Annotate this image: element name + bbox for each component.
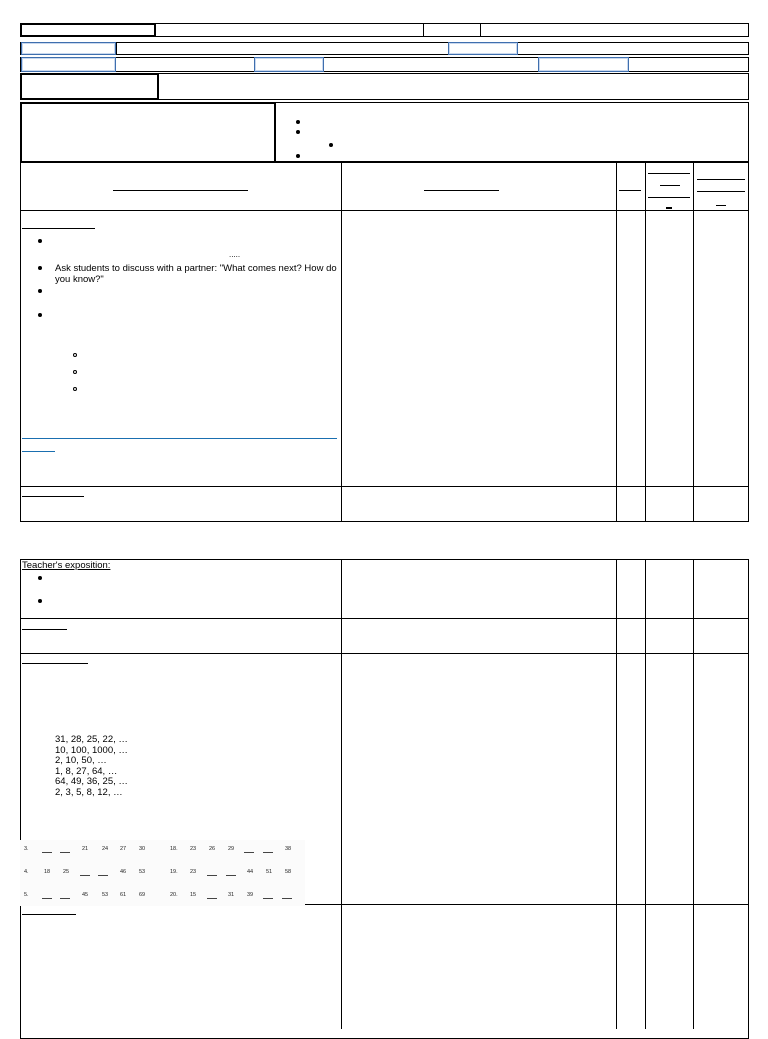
section-heading-underline [22,663,88,664]
sequence-1: 31, 28, 25, 22, … [55,734,128,745]
bullet-icon [296,130,300,134]
ws-value: 39 [247,892,254,898]
bullet-icon [296,120,300,124]
ws-value: 44 [247,869,254,875]
ws-value: 38 [285,846,292,852]
column-heading-4 [660,185,680,186]
column-heading-2 [424,190,499,191]
ws-blank [80,875,90,876]
ws-blank [60,898,70,899]
bullet-icon [38,289,42,293]
table-header-divider [20,210,749,211]
objectives-label-box [20,102,276,163]
header-title-box [20,73,159,100]
ws-blank [282,898,292,899]
sub-bullet-icon [73,387,77,391]
column-heading-5 [697,179,745,180]
section-heading-underline [22,228,95,229]
ws-number: 4. [24,869,29,875]
ws-value: 27 [120,846,127,852]
worksheet-excerpt [20,840,305,906]
bullet-icon [38,576,42,580]
header-field-2b[interactable] [448,42,518,55]
table-row-divider [20,486,749,487]
section-heading-underline [22,496,84,497]
bullet-icon [329,143,333,147]
ws-value: 29 [228,846,235,852]
lesson-table-1 [20,162,749,522]
ws-number: 3. [24,846,29,852]
header-divider [116,42,117,55]
column-heading-3 [619,190,641,191]
column-divider [693,162,694,522]
column-divider [341,559,342,1029]
ws-value: 15 [190,892,197,898]
sequence-6: 2, 3, 5, 8, 12, … [55,786,123,798]
column-heading-1 [113,190,248,191]
lesson-table-2 [20,559,749,1039]
column-heading-4 [648,173,690,174]
sequence-3: 2, 10, 50, … [55,755,107,766]
header-divider [480,23,481,37]
header-divider [423,23,424,37]
column-heading-4-mark [666,207,672,209]
column-heading-5 [697,191,745,192]
ws-blank [244,852,254,853]
column-divider [341,162,342,522]
ws-value: 31 [228,892,235,898]
header-field-3b[interactable] [254,57,324,72]
sub-bullet-icon [73,370,77,374]
ws-value: 23 [190,869,197,875]
ws-number: 19. [170,869,178,875]
column-heading-5 [716,205,726,206]
ws-value: 18 [44,869,51,875]
resource-link[interactable] [22,438,337,439]
sequence-2: 10, 100, 1000, … [55,744,128,756]
ws-number: 5. [24,892,29,898]
header-field-2a[interactable] [21,42,116,55]
ws-blank [42,852,52,853]
bullet-icon [38,239,42,243]
column-divider [616,162,617,522]
table-row-divider [303,904,749,905]
ws-value: 24 [102,846,109,852]
ws-value: 26 [209,846,216,852]
ws-blank [207,898,217,899]
ws-value: 45 [82,892,89,898]
ws-value: 30 [139,846,146,852]
column-divider [616,559,617,1029]
bullet-icon [38,266,42,270]
column-divider [645,162,646,522]
header-row-3 [20,57,749,72]
column-divider [645,559,646,1029]
ws-value: 69 [139,892,146,898]
ws-blank [98,875,108,876]
ws-value: 23 [190,846,197,852]
ws-value: 53 [102,892,109,898]
ws-value: 53 [139,869,146,875]
header-field-1 [20,23,156,37]
column-divider [693,559,694,1029]
header-row-2 [20,42,749,55]
ws-value: 61 [120,892,127,898]
ellipsis-text: ..... [229,250,241,259]
bullet-icon [38,313,42,317]
ws-number: 20. [170,892,178,898]
exposition-label: Teacher's exposition: [22,560,111,571]
ws-blank [42,898,52,899]
ws-value: 25 [63,869,70,875]
table-row-divider [20,653,749,654]
column-heading-4 [648,197,690,198]
section-heading-underline [22,629,67,630]
ws-value: 21 [82,846,89,852]
ws-blank [207,875,217,876]
ws-blank [60,852,70,853]
ws-value: 46 [120,869,127,875]
ws-value: 58 [285,869,292,875]
sequence-5: 64, 49, 36, 25, … [55,776,128,787]
sequence-4: 1, 8, 27, 64, … [55,765,118,777]
header-field-3a[interactable] [21,57,116,72]
header-field-3c[interactable] [538,57,629,72]
discussion-prompt: Ask students to discuss with a partner: "What comes next? How do you know?" [55,263,337,285]
ws-blank [226,875,236,876]
bullet-icon [296,154,300,158]
ws-blank [263,852,273,853]
table-row-divider [20,618,749,619]
ws-value: 51 [266,869,273,875]
resource-link[interactable] [22,451,55,452]
sub-bullet-icon [73,353,77,357]
bullet-icon [38,599,42,603]
section-heading-underline [22,914,76,915]
ws-blank [263,898,273,899]
ws-number: 18. [170,846,178,852]
